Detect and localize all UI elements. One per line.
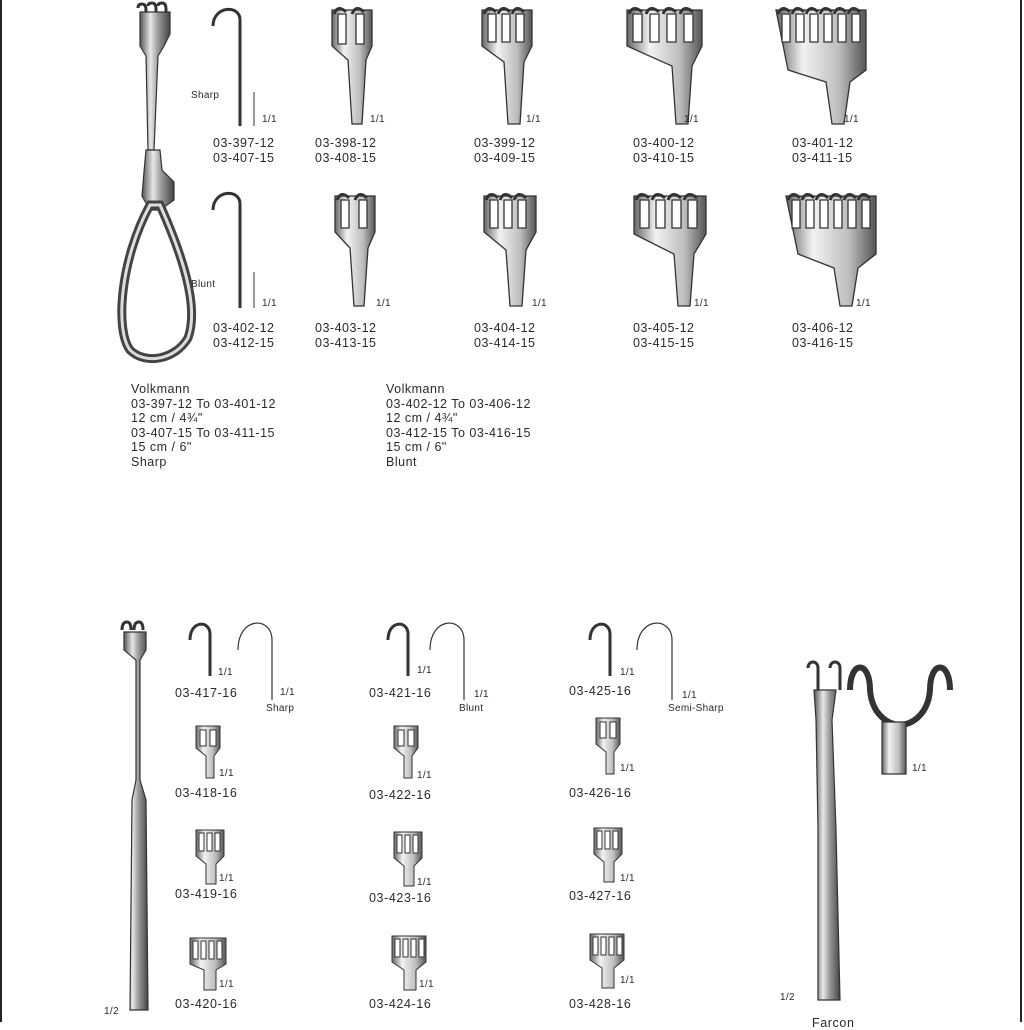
- scale-label: 1/1: [280, 687, 295, 698]
- product-code: 03-428-16: [569, 997, 632, 1011]
- scale-label: 1/1: [376, 298, 391, 309]
- type-label: Semi-Sharp: [668, 703, 724, 714]
- scale-label: 1/1: [620, 763, 635, 774]
- product-code-group: 03-400-12 03-410-15: [633, 136, 695, 165]
- scale-label: 1/1: [219, 873, 234, 884]
- scale-label: 1/1: [417, 665, 432, 676]
- hook-blunt-icon: [213, 193, 254, 308]
- product-code-group: 03-405-12 03-415-15: [633, 321, 695, 350]
- scale-label: 1/1: [370, 114, 385, 125]
- product-code: 03-418-16: [175, 786, 238, 800]
- product-code-group: 03-399-12 03-409-15: [474, 136, 536, 165]
- product-code: 03-419-16: [175, 887, 238, 901]
- scale-label: 1/1: [417, 877, 432, 888]
- scale-label: 1/1: [417, 770, 432, 781]
- scale-label: 1/1: [620, 667, 635, 678]
- right-label: Farcon: [812, 1016, 855, 1030]
- product-code: 03-425-16: [569, 684, 632, 698]
- product-code-group: 03-398-12 03-408-15: [315, 136, 377, 165]
- product-code-group: 03-404-12 03-414-15: [474, 321, 536, 350]
- hook-sharp-icon: [213, 9, 254, 126]
- product-code-group: 03-401-12 03-411-15: [792, 136, 854, 165]
- scale-label: 1/2: [104, 1006, 119, 1017]
- product-code: 03-426-16: [569, 786, 632, 800]
- scale-label: 1/1: [532, 298, 547, 309]
- scale-label: 1/1: [682, 690, 697, 701]
- scale-label: 1/1: [219, 979, 234, 990]
- product-code: 03-423-16: [369, 891, 432, 905]
- scale-label: 1/1: [262, 298, 277, 309]
- long-retractor-icon: [122, 622, 148, 1010]
- scale-label: 1/1: [219, 768, 234, 779]
- product-code-group: 03-406-12 03-416-15: [792, 321, 854, 350]
- type-label: Sharp: [266, 703, 295, 714]
- scale-label: 1/1: [262, 114, 277, 125]
- right-retractor-icon: [808, 662, 950, 1000]
- product-code: 03-427-16: [569, 889, 632, 903]
- product-code: 03-421-16: [369, 686, 432, 700]
- scale-label: 1/1: [844, 114, 859, 125]
- scale-label: 1/1: [620, 975, 635, 986]
- scale-label: 1/2: [780, 992, 795, 1003]
- scale-label: 1/1: [218, 667, 233, 678]
- scale-label: 1/1: [912, 763, 927, 774]
- scale-label: 1/1: [856, 298, 871, 309]
- scale-label: 1/1: [474, 689, 489, 700]
- volkmann-retractor-full-icon: [122, 3, 192, 359]
- product-code-group: 03-402-12 03-412-15: [213, 321, 275, 350]
- sharp-description: Volkmann 03-397-12 To 03-401-12 12 cm / 4¾" 03-407-15 To 03-411-15 15 cm / 6" Sharp: [131, 382, 276, 469]
- product-code: 03-424-16: [369, 997, 432, 1011]
- type-label: Blunt: [459, 703, 484, 714]
- product-code: 03-417-16: [175, 686, 238, 700]
- scale-label: 1/1: [620, 873, 635, 884]
- blunt-label: Blunt: [191, 279, 216, 290]
- scale-label: 1/1: [684, 114, 699, 125]
- scale-label: 1/1: [694, 298, 709, 309]
- sharp-label: Sharp: [191, 90, 220, 101]
- product-code: 03-420-16: [175, 997, 238, 1011]
- small-retractors-bottom-icon: [190, 718, 624, 990]
- product-code-group: 03-397-12 03-407-15: [213, 136, 275, 165]
- scale-label: 1/1: [526, 114, 541, 125]
- product-code: 03-422-16: [369, 788, 432, 802]
- product-code-group: 03-403-12 03-413-15: [315, 321, 377, 350]
- blunt-description: Volkmann 03-402-12 To 03-406-12 12 cm / 4¾" 03-412-15 To 03-416-15 15 cm / 6" Blunt: [386, 382, 531, 469]
- scale-label: 1/1: [419, 979, 434, 990]
